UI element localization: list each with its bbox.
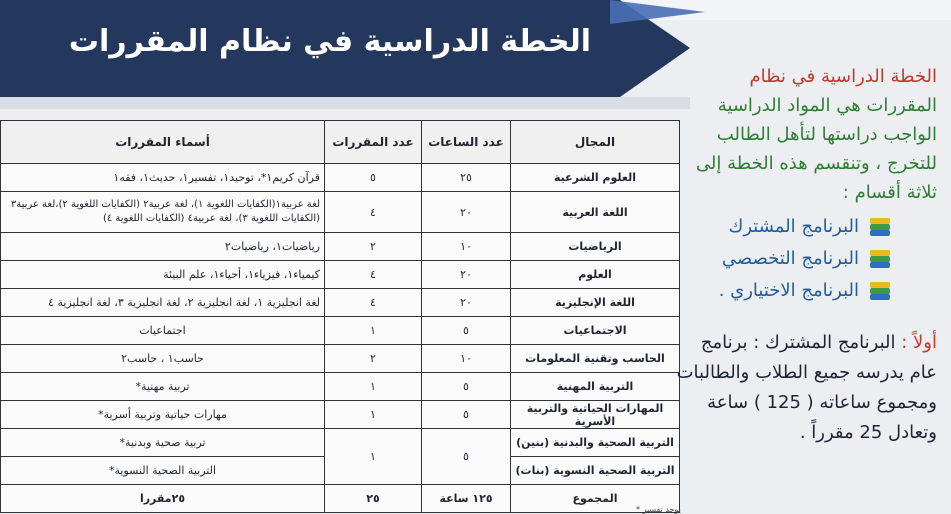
section-line-4: وتعادل 25 مقرراً . (799, 422, 937, 443)
books-icon (869, 281, 891, 301)
footnote: * يوجد تفسير (636, 505, 681, 514)
header-hours: عدد الساعات (422, 121, 511, 164)
table-row (1, 289, 680, 317)
row-names: لغة عربية١(الكفايات اللغوية ١)، لغة عربية٢ (الكفايات اللغوية ٢)،لغة عربية٣ (الكفايات اللغوية ٣)، لغة عربية٤ (الكفايات اللغوية ٤) (1, 192, 325, 233)
table-top-band (0, 97, 690, 109)
row-names: كيمياء١، فيزياء١، أحياء١، علم البيئة (1, 261, 325, 289)
program-elective (719, 280, 891, 301)
banner-accent (610, 0, 705, 24)
row-field: الحاسب وتقنية المعلومات (511, 345, 680, 373)
row-field: التربية الصحية والبدنية (بنين) (511, 429, 680, 457)
total-row (1, 485, 680, 513)
row-count: ١ (325, 373, 422, 401)
header-names: أسماء المقررات (1, 121, 325, 164)
row-field: المهارات الحياتية والتربية الأسرية (511, 401, 680, 429)
row-names: تربية صحية وبدنية* (1, 429, 325, 457)
intro-line-5: ثلاثة أقسام : (842, 182, 937, 203)
row-field: اللغة العربية (511, 192, 680, 233)
total-hours: ١٢٥ ساعة (422, 485, 511, 513)
row-names: رياضيات١، رياضيات٢ (1, 233, 325, 261)
books-icon (869, 249, 891, 269)
row-count: ١ (325, 401, 422, 429)
row-names: اجتماعيات (1, 317, 325, 345)
row-field: الرياضيات (511, 233, 680, 261)
row-count: ٥ (325, 164, 422, 192)
section-line-2: عام يدرسه جميع الطلاب والطالبات (676, 362, 937, 383)
row-count: ٤ (325, 261, 422, 289)
row-hours: ٥ (422, 373, 511, 401)
program-label: البرنامج الاختياري . (718, 280, 859, 301)
total-names: ٢٥مقررا (1, 485, 325, 513)
row-count: ٤ (325, 192, 422, 233)
table-row (1, 345, 680, 373)
row-names: لغة انجليزية ١، لغة انجليزية ٢، لغة انجليزية ٣، لغة انجليزية ٤ (1, 289, 325, 317)
row-names: حاسب١ ، حاسب٢ (1, 345, 325, 373)
table-row (1, 261, 680, 289)
books-icon (869, 217, 891, 237)
intro-line-2: المقررات هي المواد الدراسية (717, 95, 937, 116)
row-names: التربية الصحية النسوية* (1, 457, 325, 485)
table-row (1, 429, 680, 457)
intro-line-3: الواجب دراستها لتأهل الطالب (716, 124, 937, 145)
header-field: المجال (511, 121, 680, 164)
row-names: مهارات حياتية وتربية أسرية* (1, 401, 325, 429)
intro-paragraph (677, 62, 937, 207)
row-names: قرآن كريم١*، توحيد١، تفسير١، حديث١، فقه١ (1, 164, 325, 192)
row-count: ١ (325, 317, 422, 345)
row-count: ٤ (325, 289, 422, 317)
row-field: التربية الصحية النسوية (بنات) (511, 457, 680, 485)
section-heading: أولاً : (901, 332, 937, 353)
row-count: ٢ (325, 233, 422, 261)
row-hours: ٢٠ (422, 289, 511, 317)
section-line-1: البرنامج المشترك : برنامج (700, 332, 896, 353)
table-row (1, 317, 680, 345)
row-hours: ٥ (422, 401, 511, 429)
total-label: المجموع (511, 485, 680, 513)
table-header-row (1, 121, 680, 164)
program-specialized (722, 248, 891, 269)
row-field: العلوم (511, 261, 680, 289)
row-count: ١ (325, 429, 422, 485)
row-field: التربية المهنية (511, 373, 680, 401)
common-program-section (675, 328, 937, 448)
row-hours: ١٠ (422, 345, 511, 373)
table-row (1, 164, 680, 192)
row-field: اللغة الإنجليزية (511, 289, 680, 317)
table-row (1, 192, 680, 233)
table-row (1, 401, 680, 429)
total-count: ٢٥ (325, 485, 422, 513)
program-label: البرنامج المشترك (728, 216, 859, 237)
row-hours: ٥ (422, 317, 511, 345)
header-count: عدد المقررات (325, 121, 422, 164)
intro-line-4: للتخرج ، وتنقسم هذه الخطة إلى (695, 153, 937, 174)
row-hours: ١٠ (422, 233, 511, 261)
program-common (729, 216, 891, 237)
row-field: الاجتماعيات (511, 317, 680, 345)
intro-line-1: الخطة الدراسية في نظام (749, 66, 937, 87)
row-names: تربية مهنية* (1, 373, 325, 401)
section-line-3: ومجموع ساعاته ( 125 ) ساعة (707, 392, 937, 413)
program-label: البرنامج التخصصي (721, 248, 859, 269)
study-plan-table (0, 120, 680, 513)
row-count: ٢ (325, 345, 422, 373)
row-hours: ٢٠ (422, 192, 511, 233)
row-hours: ٢٠ (422, 261, 511, 289)
table-row (1, 373, 680, 401)
row-field: العلوم الشرعية (511, 164, 680, 192)
row-hours: ٥ (422, 429, 511, 485)
page-title: الخطة الدراسية في نظام المقررات (68, 24, 591, 59)
row-hours: ٢٥ (422, 164, 511, 192)
table-row (1, 233, 680, 261)
